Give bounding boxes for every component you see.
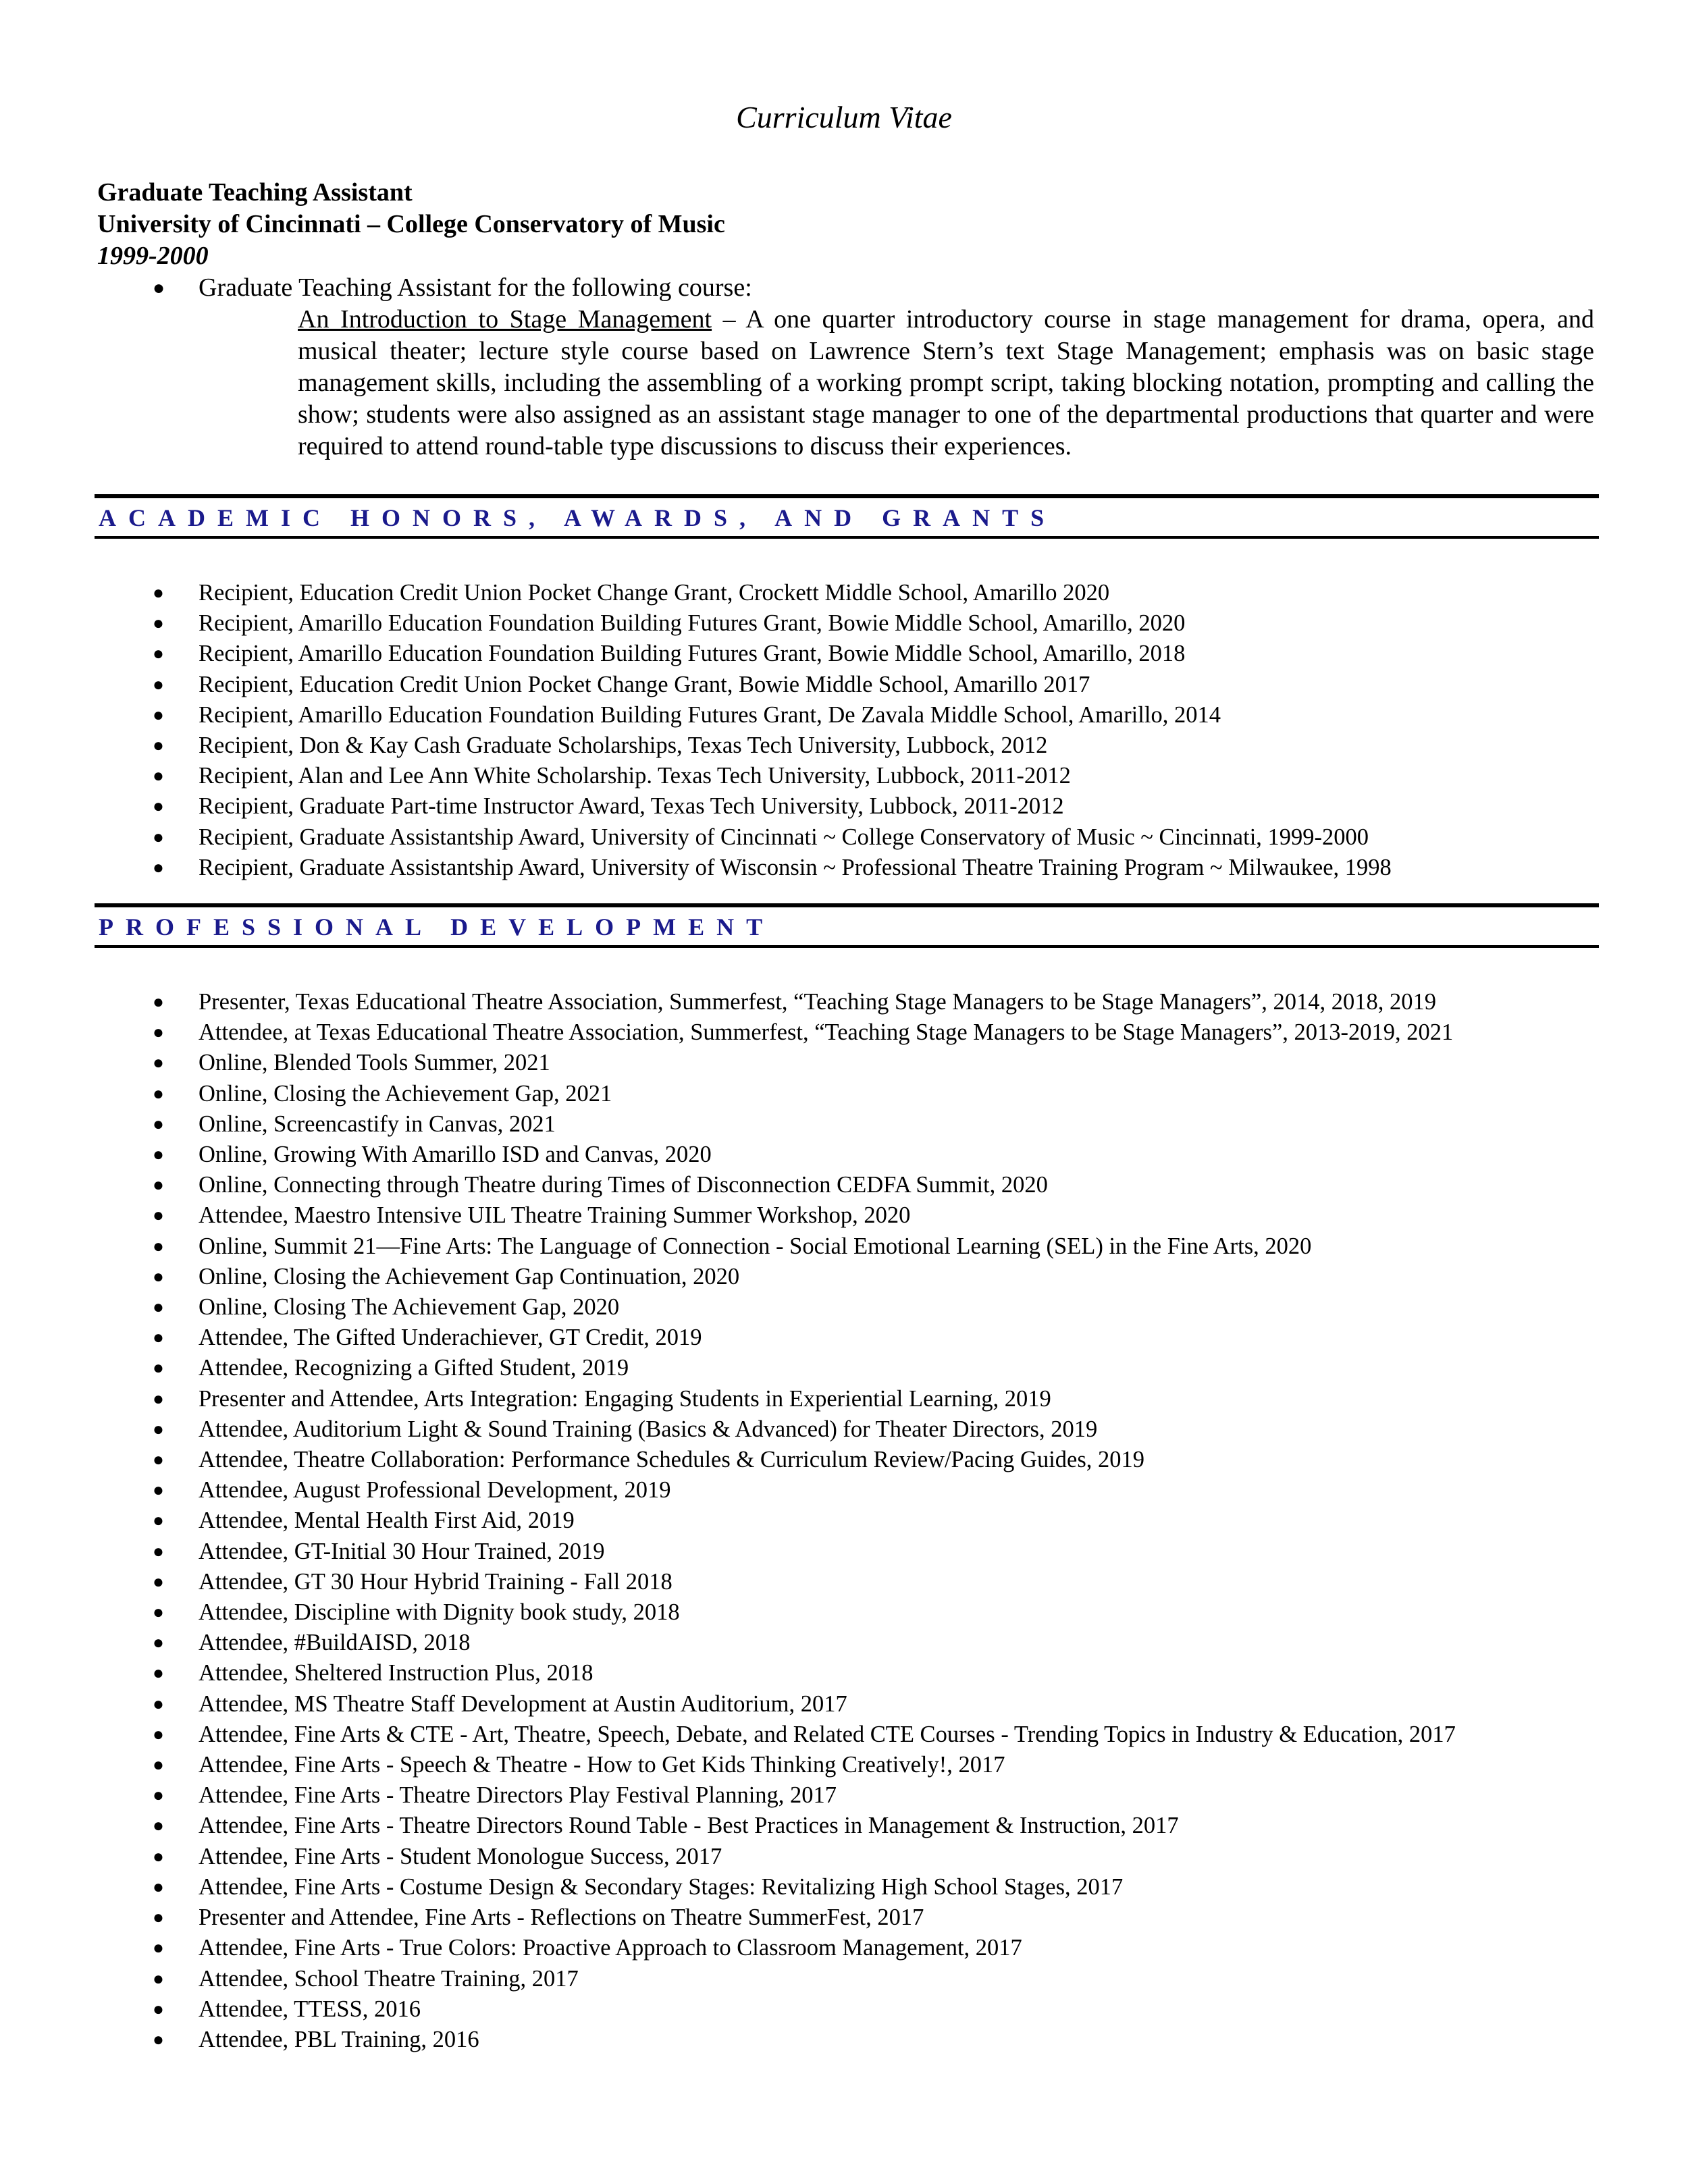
development-heading: PROFESSIONAL DEVELOPMENT [99, 913, 775, 940]
bullet-icon: ● [153, 1022, 164, 1044]
bullet-icon: ● [153, 1938, 164, 1959]
list-item-text: Attendee, GT 30 Hour Hybrid Training - Fall 2018 [199, 1568, 672, 1595]
list-item-text: Recipient, Graduate Assistantship Award, University of Wisconsin ~ Professional Theatre Training Program ~ Milwaukee, 1998 [199, 854, 1392, 880]
list-item-text: Presenter and Attendee, Arts Integration: Engaging Students in Experiential Learning, 2019 [199, 1385, 1051, 1412]
list-item [97, 1933, 1596, 1963]
list-item-text: Attendee, GT-Initial 30 Hour Trained, 2019 [199, 1538, 605, 1564]
job-bullet [97, 272, 1596, 304]
bullet-icon: ● [153, 583, 164, 604]
bullet-icon: ● [153, 1724, 164, 1745]
bullet-icon: ● [153, 2029, 164, 2050]
list-item [97, 1597, 1596, 1628]
list-item [97, 1200, 1596, 1231]
bullet-icon: ● [153, 1693, 164, 1715]
document-title: Curriculum Vitae [736, 100, 952, 134]
list-item-text: Recipient, Amarillo Education Foundation Building Futures Grant, Bowie Middle School, Amarillo, 2020 [199, 610, 1186, 637]
list-item-text: Attendee, Fine Arts - Student Monologue Success, 2017 [199, 1843, 722, 1869]
list-item [97, 1658, 1596, 1688]
list-item [97, 730, 1596, 761]
list-item [97, 1902, 1596, 1933]
bullet-icon: ● [153, 1297, 164, 1319]
list-item [97, 700, 1596, 730]
list-item [97, 1231, 1596, 1262]
list-item [97, 1079, 1596, 1109]
bullet-icon: ● [153, 992, 164, 1013]
list-item-text: Attendee, Theatre Collaboration: Performance Schedules & Curriculum Review/Pacing Guides, 2019 [199, 1447, 1145, 1473]
job-years: 1999-2000 [97, 242, 209, 270]
bullet-icon: ● [153, 1449, 164, 1471]
list-item-text: Presenter and Attendee, Fine Arts - Reflections on Theatre SummerFest, 2017 [199, 1905, 924, 1931]
honors-list [97, 578, 1596, 883]
list-item-text: Online, Closing the Achievement Gap, 2021 [199, 1080, 612, 1107]
list-item [97, 1537, 1596, 1567]
list-item [97, 1353, 1596, 1383]
list-item-text: Online, Summit 21—Fine Arts: The Language of Connection - Social Emotional Learning (SEL) in the Fine Arts, 2020 [199, 1233, 1312, 1259]
list-item-text: Attendee, MS Theatre Staff Development at Austin Auditorium, 2017 [199, 1690, 847, 1717]
list-item-text: Attendee, #BuildAISD, 2018 [199, 1630, 471, 1656]
bullet-icon: ● [153, 1846, 164, 1867]
bullet-icon: ● [153, 1053, 164, 1074]
list-item-text: Attendee, The Gifted Underachiever, GT Credit, 2019 [199, 1325, 702, 1351]
list-item-text: Online, Connecting through Theatre during Times of Disconnection CEDFA Summit, 2020 [199, 1172, 1048, 1198]
list-item-text: Recipient, Education Credit Union Pocket Change Grant, Crockett Middle School, Amarillo 2020 [199, 580, 1110, 606]
bullet-icon: ● [153, 1510, 164, 1532]
list-item [97, 1811, 1596, 1841]
list-item [97, 1567, 1596, 1597]
list-item [97, 1842, 1596, 1872]
bullet-icon: ● [153, 796, 164, 818]
development-section-header [95, 903, 1599, 948]
list-item [97, 1872, 1596, 1902]
bullet-icon: ● [153, 277, 165, 299]
list-item [97, 578, 1596, 608]
list-item [97, 1048, 1596, 1078]
list-item [97, 761, 1596, 791]
job-bullet-text: Graduate Teaching Assistant for the following course: [199, 273, 752, 302]
list-item-text: Attendee, August Professional Development, 2019 [199, 1477, 671, 1503]
bullet-icon: ● [153, 1388, 164, 1410]
list-item [97, 1964, 1596, 1994]
list-item-text: Attendee, Fine Arts - Theatre Directors Round Table - Best Practices in Management & Instruction, 2017 [199, 1813, 1179, 1839]
list-item [97, 639, 1596, 669]
list-item [97, 2025, 1596, 2055]
list-item [97, 1292, 1596, 1323]
honors-section-header [95, 494, 1599, 539]
list-item-text: Attendee, Maestro Intensive UIL Theatre Training Summer Workshop, 2020 [199, 1202, 911, 1229]
list-item [97, 987, 1596, 1017]
list-item [97, 608, 1596, 639]
list-item-text: Recipient, Graduate Assistantship Award, University of Cincinnati ~ College Conservatory of Music ~ Cincinnati, 1999-2000 [199, 824, 1369, 850]
bullet-icon: ● [153, 1083, 164, 1104]
list-item-text: Attendee, School Theatre Training, 2017 [199, 1965, 579, 1992]
bullet-icon: ● [153, 1418, 164, 1440]
list-item-text: Online, Closing The Achievement Gap, 2020 [199, 1294, 620, 1321]
course-description: – A one quarter introductory course in stage management for drama, opera, and musical theater; lecture style course based on Lawrence Stern’s text Stage Management; emphasis was on basic stage management skills, including the assembling of a working prompt script, taking blocking notation, prompting and calling the show; students were also assigned as an assistant stage manager to one of the departmental productions that quarter and were required to attend round-table type discussions to discuss their experiences. [298, 305, 1595, 460]
teaching-assistant-entry [97, 177, 1596, 462]
list-item-text: Presenter, Texas Educational Theatre Association, Summerfest, “Teaching Stage Managers to be Stage Managers”, 2014, 2018, 2019 [199, 989, 1436, 1015]
bullet-icon: ● [153, 1480, 164, 1501]
list-item [97, 853, 1596, 883]
list-item-text: Attendee, Discipline with Dignity book study, 2018 [199, 1599, 680, 1626]
list-item [97, 822, 1596, 853]
course-description-block [298, 304, 1594, 462]
list-item [97, 1506, 1596, 1536]
bullet-icon: ● [153, 1541, 164, 1562]
bullet-icon: ● [153, 1755, 164, 1776]
list-item [97, 1384, 1596, 1414]
bullet-icon: ● [153, 1663, 164, 1684]
bullet-icon: ● [153, 1205, 164, 1227]
development-list [97, 987, 1596, 2055]
list-item-text: Attendee, Auditorium Light & Sound Training (Basics & Advanced) for Theater Directors, 2019 [199, 1416, 1098, 1442]
list-item [97, 1017, 1596, 1048]
list-item-text: Attendee, Mental Health First Aid, 2019 [199, 1508, 575, 1534]
list-item [97, 1994, 1596, 2025]
list-item [97, 1780, 1596, 1811]
list-item-text: Recipient, Education Credit Union Pocket Change Grant, Bowie Middle School, Amarillo 2017 [199, 671, 1090, 697]
bullet-icon: ● [153, 643, 164, 665]
list-item-text: Online, Closing the Achievement Gap Continuation, 2020 [199, 1263, 740, 1289]
list-item [97, 791, 1596, 822]
list-item-text: Attendee, Fine Arts - Speech & Theatre - How to Get Kids Thinking Creatively!, 2017 [199, 1752, 1005, 1778]
bullet-icon: ● [153, 826, 164, 848]
bullet-icon: ● [153, 674, 164, 695]
bullet-icon: ● [153, 1907, 164, 1929]
bullet-icon: ● [153, 1358, 164, 1379]
list-item [97, 1109, 1596, 1140]
list-item [97, 1475, 1596, 1506]
bullet-icon: ● [153, 1144, 164, 1166]
bullet-icon: ● [153, 1602, 164, 1624]
bullet-icon: ● [153, 1815, 164, 1837]
list-item-text: Recipient, Don & Kay Cash Graduate Scholarships, Texas Tech University, Lubbock, 2012 [199, 733, 1048, 759]
bullet-icon: ● [153, 1571, 164, 1593]
list-item-text: Recipient, Amarillo Education Foundation Building Futures Grant, De Zavala Middle School, Amarillo, 2014 [199, 701, 1221, 728]
list-item [97, 1628, 1596, 1658]
list-item [97, 1750, 1596, 1780]
list-item-text: Attendee, at Texas Educational Theatre Association, Summerfest, “Teaching Stage Managers to be Stage Managers”, 2013-2019, 2021 [199, 1019, 1454, 1046]
list-item-text: Attendee, Recognizing a Gifted Student, 2019 [199, 1355, 629, 1381]
list-item [97, 1140, 1596, 1170]
bullet-icon: ● [153, 1632, 164, 1654]
bullet-icon: ● [153, 1327, 164, 1349]
bullet-icon: ● [153, 1785, 164, 1807]
list-item-text: Attendee, Fine Arts - Costume Design & Secondary Stages: Revitalizing High School Stages, 2017 [199, 1873, 1124, 1900]
list-item [97, 1414, 1596, 1445]
bullet-icon: ● [153, 1266, 164, 1287]
list-item-text: Attendee, Fine Arts & CTE - Art, Theatre, Speech, Debate, and Related CTE Courses - Trending Topics in Industry & Education, 2017 [199, 1721, 1456, 1747]
honors-heading: ACADEMIC HONORS, AWARDS, AND GRANTS [99, 504, 1057, 531]
list-item [97, 1262, 1596, 1292]
list-item-text: Attendee, Fine Arts - Theatre Directors Play Festival Planning, 2017 [199, 1782, 837, 1809]
bullet-icon: ● [153, 1175, 164, 1196]
list-item [97, 670, 1596, 700]
bullet-icon: ● [153, 1998, 164, 2020]
list-item [97, 1170, 1596, 1200]
job-institution: University of Cincinnati – College Conservatory of Music [97, 210, 725, 238]
list-item [97, 1445, 1596, 1475]
list-item-text: Online, Growing With Amarillo ISD and Canvas, 2020 [199, 1142, 712, 1168]
bullet-icon: ● [153, 766, 164, 787]
course-name: An Introduction to Stage Management [298, 305, 712, 334]
list-item-text: Attendee, TTESS, 2016 [199, 1996, 421, 2022]
list-item-text: Recipient, Amarillo Education Foundation Building Futures Grant, Bowie Middle School, Amarillo, 2018 [199, 641, 1186, 667]
list-item [97, 1689, 1596, 1720]
bullet-icon: ● [153, 857, 164, 878]
bullet-icon: ● [153, 1876, 164, 1898]
list-item-text: Attendee, PBL Training, 2016 [199, 2026, 479, 2052]
list-item-text: Attendee, Fine Arts - True Colors: Proactive Approach to Classroom Management, 2017 [199, 1935, 1022, 1961]
list-item-text: Online, Screencastify in Canvas, 2021 [199, 1111, 556, 1137]
list-item-text: Attendee, Sheltered Instruction Plus, 2018 [199, 1660, 594, 1686]
bullet-icon: ● [153, 1235, 164, 1257]
list-item-text: Recipient, Graduate Part-time Instructor Award, Texas Tech University, Lubbock, 2011-2012 [199, 793, 1064, 820]
list-item-text: Online, Blended Tools Summer, 2021 [199, 1050, 550, 1076]
list-item [97, 1323, 1596, 1353]
list-item [97, 1720, 1596, 1750]
bullet-icon: ● [153, 735, 164, 757]
job-position: Graduate Teaching Assistant [97, 178, 413, 207]
list-item-text: Recipient, Alan and Lee Ann White Scholarship. Texas Tech University, Lubbock, 2011-2012 [199, 763, 1071, 789]
bullet-icon: ● [153, 1968, 164, 1990]
bullet-icon: ● [153, 704, 164, 726]
bullet-icon: ● [153, 613, 164, 635]
bullet-icon: ● [153, 1113, 164, 1135]
